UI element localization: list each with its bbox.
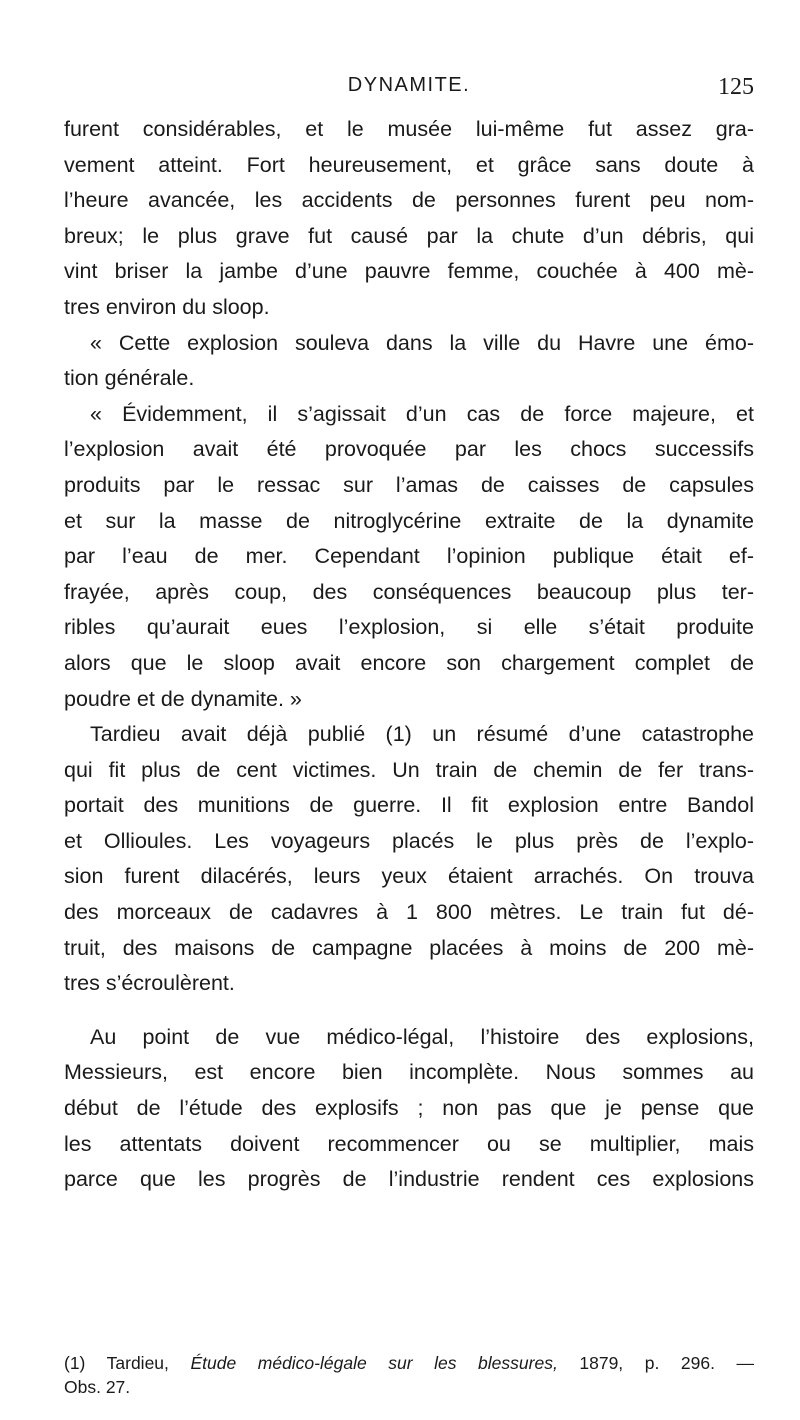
footnote-line: Obs. 27. — [64, 1377, 131, 1397]
running-title: DYNAMITE. — [347, 74, 471, 96]
paragraph-3 — [64, 397, 754, 717]
text-line: Tardieu avait déjà publié (1) un résumé d’une catastrophe — [90, 722, 754, 747]
text-line: parce que les progrès de l’industrie rendent ces explosions — [64, 1167, 754, 1192]
footnote-title: Étude médico-légale sur les blessures, — [190, 1353, 558, 1373]
footnote-details: 1879, p. 296. — — [579, 1353, 754, 1373]
text-line: ribles qu’aurait eues l’explosion, si elle s’était produite — [64, 615, 754, 640]
text-line: portait des munitions de guerre. Il fit explosion entre Bandol — [64, 793, 754, 818]
footnote-marker: (1) — [64, 1353, 86, 1373]
text-line: l’explosion avait été provoquée par les chocs successifs — [64, 437, 754, 462]
text-line: alors que le sloop avait encore son chargement complet de — [64, 650, 754, 675]
section-gap — [64, 1002, 754, 1020]
paragraph-2 — [64, 326, 754, 397]
text-line: furent considérables, et le musée lui-même fut assez gra- — [64, 117, 754, 141]
text-line: poudre et de dynamite. » — [64, 686, 302, 711]
text-line: « Cette explosion souleva dans la ville du Havre une émo- — [90, 330, 754, 355]
text-line: breux; le plus grave fut causé par la chute d’un débris, qui — [64, 223, 754, 248]
text-line: les attentats doivent recommencer ou se multiplier, mais — [64, 1131, 754, 1156]
text-line: produits par le ressac sur l’amas de caisses de capsules — [64, 472, 754, 497]
text-line: frayée, après coup, des conséquences beaucoup plus ter- — [64, 579, 754, 604]
paragraph-5 — [64, 1020, 754, 1198]
text-line: vint briser la jambe d’une pauvre femme, couchée à 400 mè- — [64, 259, 754, 284]
text-line: Messieurs, est encore bien incomplète. Nous sommes au — [64, 1060, 754, 1085]
text-line: tion générale. — [64, 366, 195, 391]
body-text — [64, 112, 754, 1198]
text-line: et sur la masse de nitroglycérine extraite de la dynamite — [64, 508, 754, 533]
text-line: l’heure avancée, les accidents de personnes furent peu nom- — [64, 188, 754, 213]
text-line: sion furent dilacérés, leurs yeux étaient arrachés. On trouva — [64, 864, 754, 889]
text-line: truit, des maisons de campagne placées à moins de 200 mè- — [64, 935, 754, 960]
text-line: Au point de vue médico-légal, l’histoire des explosions, — [90, 1024, 754, 1049]
footnote — [64, 1351, 754, 1399]
text-line: vement atteint. Fort heureusement, et grâce sans doute à — [64, 152, 754, 177]
paragraph-1 — [64, 112, 754, 326]
page-header — [64, 74, 754, 104]
text-line: tres environ du sloop. — [64, 294, 270, 319]
footnote-author: Tardieu, — [106, 1353, 169, 1373]
text-line: début de l’étude des explosifs ; non pas que je pense que — [64, 1096, 754, 1121]
text-line: et Ollioules. Les voyageurs placés le plus près de l’explo- — [64, 828, 754, 853]
paragraph-4 — [64, 717, 754, 1002]
page-number: 125 — [718, 74, 754, 100]
text-line: « Évidemment, il s’agissait d’un cas de force majeure, et — [90, 401, 754, 426]
text-line: tres s’écroulèrent. — [64, 971, 235, 996]
footnote-line — [64, 1351, 754, 1375]
text-line: des morceaux de cadavres à 1 800 mètres. Le train fut dé- — [64, 900, 754, 925]
text-line: par l’eau de mer. Cependant l’opinion publique était ef- — [64, 544, 754, 569]
text-line: qui fit plus de cent victimes. Un train de chemin de fer trans- — [64, 757, 754, 782]
